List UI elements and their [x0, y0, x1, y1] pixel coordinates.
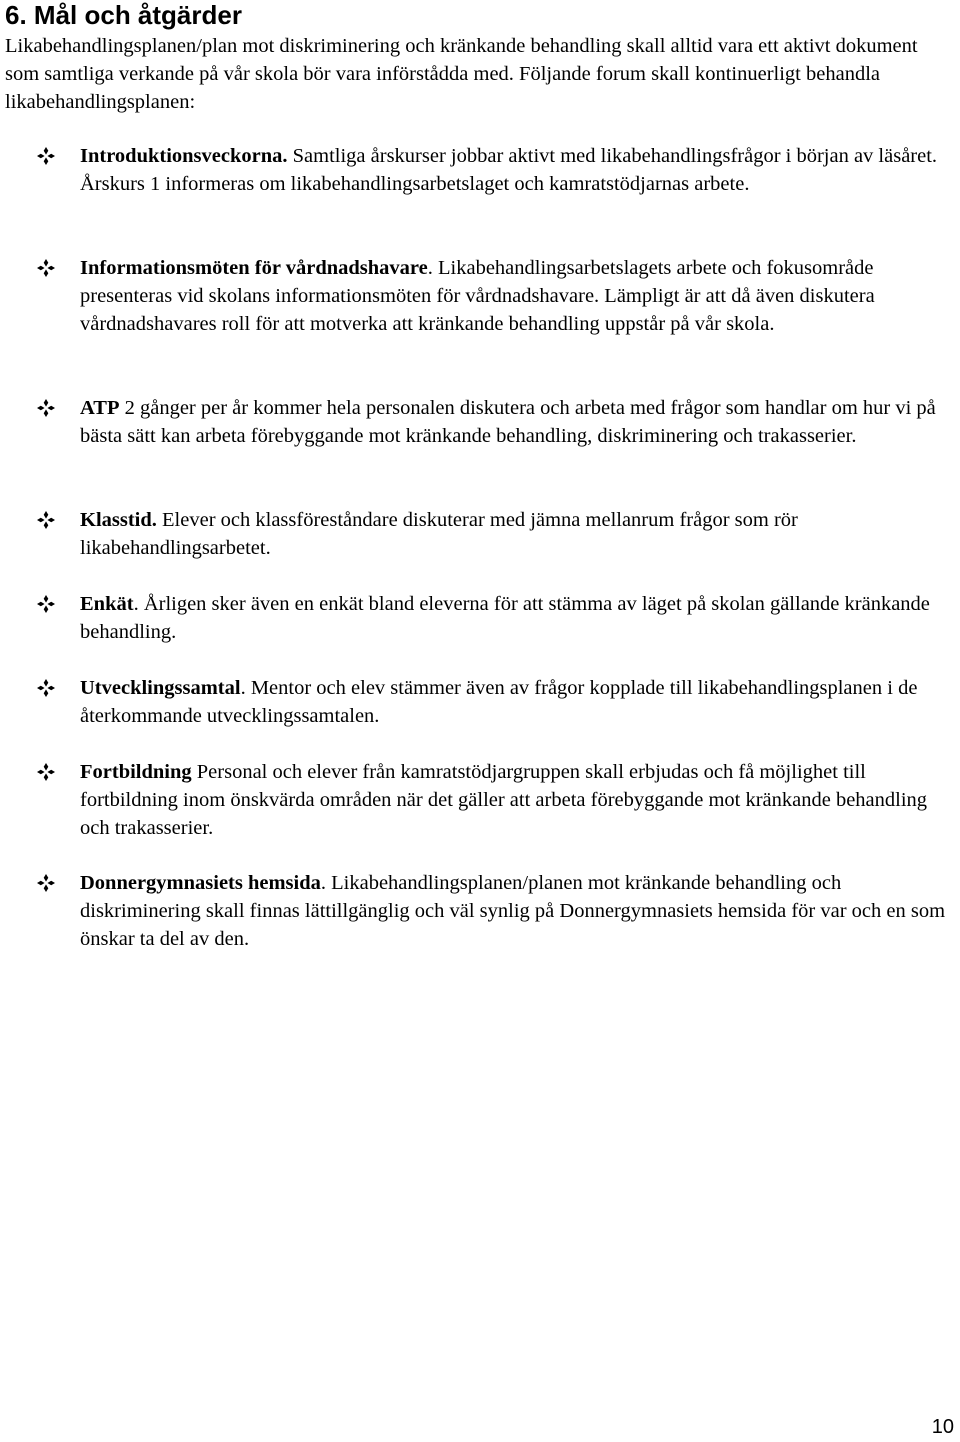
bullet-title: ATP [80, 397, 120, 419]
bullet-body: . Årligen sker även en enkät bland eleverna för att stämma av läget på skolan gällande kränkande behandling. [80, 593, 930, 643]
bullet-title: Fortbildning [80, 761, 192, 783]
bullet-text [80, 506, 958, 562]
bullet-title: Introduktionsveckorna. [80, 145, 288, 167]
diamond-bullet-icon [36, 258, 56, 278]
bullet-body: Samtliga årskurser jobbar aktivt med likabehandlingsfrågor i början av läsåret. Årskurs 1 informeras om likabehandlingsarbetslaget och kamratstödjarnas arbete. [80, 145, 938, 195]
bullet-title: Utvecklingssamtal [80, 677, 241, 699]
bullet-text [80, 142, 958, 198]
diamond-bullet-icon [36, 678, 56, 698]
bullet-text [80, 590, 958, 646]
bullet-title: Informationsmöten för vårdnadshavare [80, 257, 428, 279]
bullet-title: Klasstid. [80, 509, 157, 531]
bullet-body: . Mentor och elev stämmer även av frågor kopplade till likabehandlingsplanen i de återkommande utvecklingssamtalen. [80, 677, 918, 727]
diamond-bullet-icon [36, 146, 56, 166]
bullet-text [80, 869, 958, 953]
bullet-text [80, 394, 958, 450]
bullet-title: Enkät [80, 593, 134, 615]
bullet-text [80, 674, 958, 730]
diamond-bullet-icon [36, 594, 56, 614]
bullet-title: Donnergymnasiets hemsida [80, 872, 321, 894]
section-heading: 6. Mål och åtgärder [5, 0, 242, 30]
bullet-text [80, 758, 958, 842]
diamond-bullet-icon [36, 398, 56, 418]
bullet-text [80, 254, 958, 338]
page-number: 10 [931, 1416, 954, 1438]
diamond-bullet-icon [36, 762, 56, 782]
diamond-bullet-icon [36, 873, 56, 893]
diamond-bullet-icon [36, 510, 56, 530]
bullet-body: Personal och elever från kamratstödjargruppen skall erbjudas och få möjlighet till fortbildning inom önskvärda områden när det gäller att arbeta förebyggande mot kränkande behandling och trakasserier. [80, 761, 928, 839]
bullet-body: 2 gånger per år kommer hela personalen diskutera och arbeta med frågor som handlar om hur vi på bästa sätt kan arbeta förebyggande mot kränkande behandling, diskriminering och trakasserier. [80, 397, 936, 447]
bullet-body: . Likabehandlingsplanen/planen mot kränkande behandling och diskriminering skall finnas lättillgänglig och väl synlig på Donnergymnasiets hemsida för var och en som önskar ta del av den. [80, 872, 946, 950]
intro-paragraph: Likabehandlingsplanen/plan mot diskriminering och kränkande behandling skall alltid vara ett aktivt dokument som samtliga verkande på vår skola bör vara införstådda med. Följande forum skall kontinuerligt behandla likabehandlingsplanen: [5, 35, 918, 113]
bullet-body: Elever och klassföreståndare diskuterar med jämna mellanrum frågor som rör likabehandlingsarbetet. [80, 509, 798, 559]
bullet-body: . Likabehandlingsarbetslagets arbete och fokusområde presenteras vid skolans informationsmöten för vårdnadshavare. Lämpligt är att då även diskutera vårdnadshavares roll för att motverka att kränkande behandling uppstår på vår skola. [80, 257, 875, 335]
